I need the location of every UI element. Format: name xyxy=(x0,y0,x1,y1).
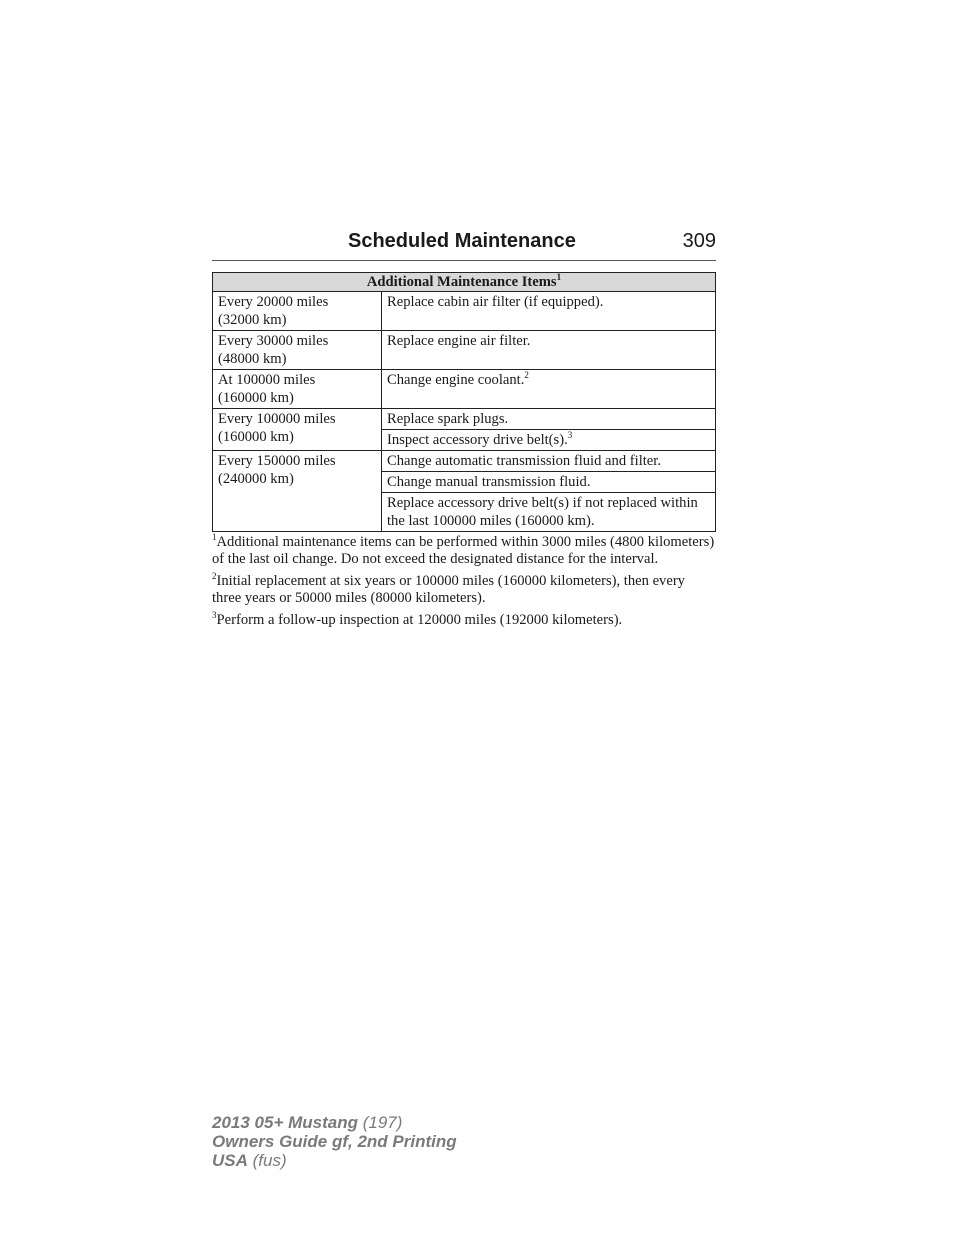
table-row xyxy=(213,292,716,331)
table-row xyxy=(213,409,716,430)
page-header xyxy=(212,230,716,261)
table-row xyxy=(213,451,716,472)
interval-cell: Every 20000 miles (32000 km) xyxy=(213,292,382,331)
table-row xyxy=(213,331,716,370)
task-cell: Change automatic transmission fluid and filter. xyxy=(382,451,716,472)
section-title: Scheduled Maintenance xyxy=(348,230,576,252)
task-cell: Replace spark plugs. xyxy=(382,409,716,430)
table-heading: Additional Maintenance Items$^1$ xyxy=(213,273,716,292)
interval-cell: Every 30000 miles (48000 km) xyxy=(213,331,382,370)
footnote: $^2$Initial replacement at six years or 100000 miles (160000 kilometers), then every three years or 50000 miles (80000 kilometers). xyxy=(212,571,685,606)
footer-line: USA (fus) xyxy=(212,1151,287,1170)
footnote: $^3$Perform a follow-up inspection at 120000 miles (192000 kilometers). xyxy=(212,610,623,628)
document-footer xyxy=(212,1113,457,1170)
task-cell: Replace cabin air filter (if equipped). xyxy=(382,292,716,331)
task-cell: Change manual transmission fluid. xyxy=(382,472,716,493)
task-cell: Change engine coolant.$^2$ xyxy=(382,370,716,409)
interval-cell: At 100000 miles (160000 km) xyxy=(213,370,382,409)
task-cell: Replace accessory drive belt(s) if not replaced within the last 100000 miles (160000 km). xyxy=(382,493,716,532)
footnotes xyxy=(212,534,716,635)
table-row xyxy=(213,370,716,409)
page-number: 309 xyxy=(682,230,716,252)
footnote: $^1$Additional maintenance items can be performed within 3000 miles (4800 kilometers) of the last oil change. Do not exceed the designated distance for the interval. xyxy=(212,532,715,567)
task-cell: Replace engine air filter. xyxy=(382,331,716,370)
maintenance-table xyxy=(212,272,716,532)
footer-line: 2013 05+ Mustang (197) xyxy=(212,1113,403,1132)
footnote-ref: 2 xyxy=(524,370,529,380)
interval-cell: Every 150000 miles (240000 km) xyxy=(213,451,382,532)
footnote-ref: 3 xyxy=(567,430,573,440)
interval-cell: Every 100000 miles (160000 km) xyxy=(213,409,382,451)
footer-line: Owners Guide gf, 2nd Printing xyxy=(212,1132,457,1151)
footnote-ref: 1 xyxy=(556,272,562,282)
task-cell: Inspect accessory drive belt(s).$^3$ xyxy=(382,430,716,451)
